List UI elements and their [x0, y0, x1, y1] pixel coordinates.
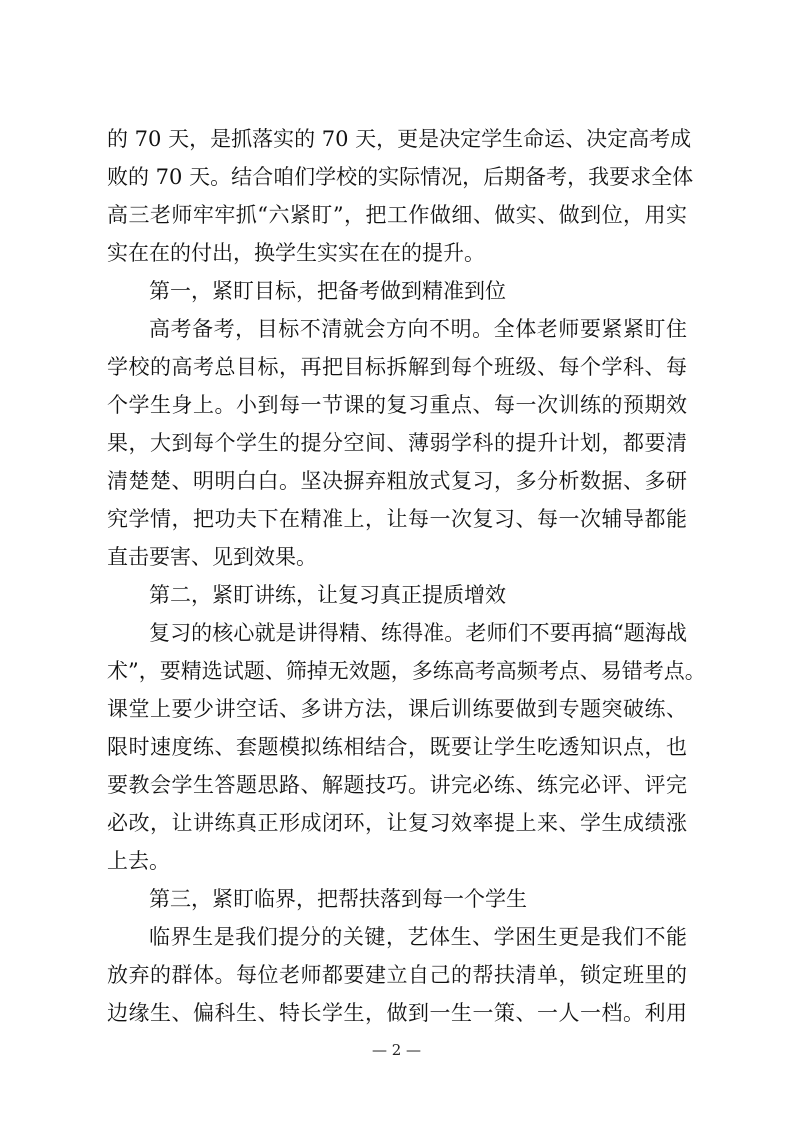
section-heading: 第三，紧盯临界，把帮扶落到每一个学生	[149, 887, 527, 911]
body-line: 究学情，把功夫下在精准上，让每一次复习、每一次辅导都能	[107, 507, 687, 531]
body-line: 边缘生、偏科生、特长学生，做到一生一策、一人一档。利用	[107, 1001, 687, 1025]
body-line: 术”，要精选试题、筛掉无效题，多练高考高频考点、易错考点。	[107, 659, 706, 683]
body-line: 放弃的群体。每位老师都要建立自己的帮扶清单，锁定班里的	[107, 963, 687, 987]
body-line: 上去。	[107, 849, 170, 873]
body-line: 清楚楚、明明白白。坚决摒弃粗放式复习，多分析数据、多研	[107, 469, 687, 493]
section-heading: 第二，紧盯讲练，让复习真正提质增效	[149, 583, 506, 607]
body-line: 限时速度练、套题模拟练相结合，既要让学生吃透知识点，也	[107, 735, 687, 759]
body-line: 个学生身上。小到每一节课的复习重点、每一次训练的预期效	[107, 393, 687, 417]
body-line: 败的 70 天。结合咱们学校的实际情况，后期备考，我要求全体	[107, 165, 694, 189]
body-line: 高三老师牢牢抓“六紧盯”，把工作做细、做实、做到位，用实	[107, 203, 687, 227]
body-line: 果，大到每个学生的提分空间、薄弱学科的提升计划，都要清	[107, 431, 687, 455]
body-line: 临界生是我们提分的关键，艺体生、学困生更是我们不能	[149, 925, 687, 949]
body-line: 课堂上要少讲空话、多讲方法，课后训练要做到专题突破练、	[107, 697, 687, 721]
body-line: 高考备考，目标不清就会方向不明。全体老师要紧紧盯住	[149, 317, 687, 341]
body-line: 要教会学生答题思路、解题技巧。讲完必练、练完必评、评完	[107, 773, 687, 797]
body-line: 的 70 天，是抓落实的 70 天，更是决定学生命运、决定高考成	[107, 127, 692, 151]
body-line: 学校的高考总目标，再把目标拆解到每个班级、每个学科、每	[107, 355, 687, 379]
body-line: 必改，让讲练真正形成闭环，让复习效率提上来、学生成绩涨	[107, 811, 687, 835]
section-heading: 第一，紧盯目标，把备考做到精准到位	[149, 279, 506, 303]
body-line: 实在在的付出，换学生实实在在的提升。	[107, 241, 485, 265]
page-number: — 2 —	[371, 1041, 422, 1059]
body-line: 直击要害、见到效果。	[107, 545, 317, 569]
body-line: 复习的核心就是讲得精、练得准。老师们不要再搞“题海战	[149, 621, 687, 645]
